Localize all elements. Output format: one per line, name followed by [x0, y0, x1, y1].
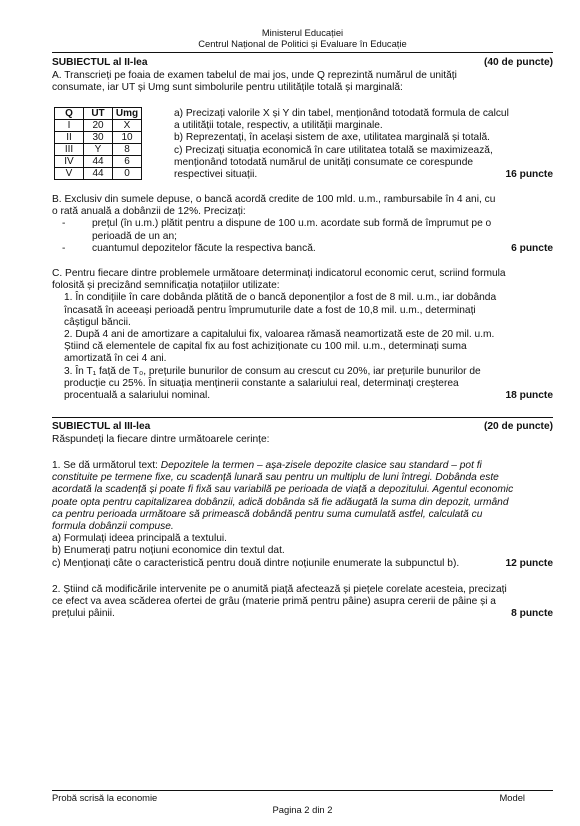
subject2-part-a-tasks [174, 108, 553, 181]
question-prefix: 1. Se dă următorul text: [52, 460, 161, 471]
table-cell: IV [55, 156, 84, 168]
bullet-line-text: cuantumul depozitelor făcute la respectiva bancă. [92, 242, 316, 254]
table-cell: II [55, 132, 84, 144]
task-line: c) Precizați situația economică în care utilitatea totală se maximizează, [174, 144, 493, 156]
problem-item [52, 329, 553, 366]
question-line-text: prețului pâinii. [52, 608, 115, 620]
quoted-text-line: formula dobânzii compuse. [52, 521, 174, 533]
footer-divider [52, 790, 553, 791]
center-name: Centrul Național de Politici și Evaluare în Educație [198, 38, 407, 49]
subject3-question-1 [52, 460, 553, 570]
problem-line: câștigul băncii. [64, 316, 131, 328]
page-header [52, 27, 553, 49]
table-cell: 0 [113, 168, 142, 180]
table-cell: X [113, 120, 142, 132]
col-header-q: Q [55, 108, 84, 120]
quoted-text-line: poate opta pentru capitalizarea dobânzii, adică dobânda să fie adăugată la suma din depozit, urmând [52, 496, 509, 508]
table-row [55, 120, 142, 132]
task-line-text: c) Menționați câte o caracteristică pentru două dintre noțiunile enumerate la subpunctul b). [52, 557, 460, 569]
text-line: consumate, iar UT și Umg sunt simbolurile pentru utilitățile totală și marginală: [52, 82, 403, 94]
text-line: B. Exclusiv din sumele depuse, o bancă acordă credite de 100 mld. u.m., rambursabile în 4 ani, cu [52, 194, 496, 205]
bullet-line: perioadă de un an; [92, 230, 177, 242]
problem-line: 3. În T₁ față de T₀, prețurile bunurilor de consum au crescut cu 20%, iar prețurile bunurilor de [64, 365, 481, 377]
question-1-points: 12 puncte [505, 557, 553, 569]
table-cell: 30 [84, 132, 113, 144]
problem-line-text: procentuală a salariului nominal. [64, 390, 211, 402]
part-b-points: 6 puncte [511, 242, 553, 254]
text-line: o rată anuală a dobânzii de 12%. Precizați: [52, 206, 246, 218]
table-header-row [55, 108, 142, 120]
page-number: Pagina 2 din 2 [272, 804, 333, 815]
quoted-text-line: acordată la scadență și poate fi fixă sau variabilă pe perioada de viață a depozitului. Agentul economic [52, 484, 514, 496]
text-line: folosită și precizând semnificația notațiilor utilizate: [52, 280, 280, 292]
problem-item [52, 292, 553, 329]
problem-line: încasată în aceeași perioadă pentru împrumuturile date a fost de 10,8 mil. u.m., determinați [64, 304, 476, 316]
ministry-name: Ministerul Educației [261, 27, 344, 38]
subject3-intro: Răspundeți la fiecare dintre următoarele cerințe: [52, 434, 270, 445]
table-row [55, 156, 142, 168]
task-line: a utilității totale, respectiv, a utilității marginale. [174, 120, 383, 132]
table-row [55, 144, 142, 156]
question-2-points: 8 puncte [511, 608, 553, 620]
question-line: 2. Știind că modificările intervenite pe o anumită piață afectează și piețele corelate acesteia, precizați [52, 584, 507, 595]
task-line: menționând totodată numărul de unități consumate ce corespunde [174, 156, 474, 168]
problem-line: producție cu 25%. În situația menținerii constante a salariului real, determinați creșterea [64, 377, 459, 389]
bullet-line [92, 243, 553, 255]
footer-right: Model [499, 792, 525, 803]
table-cell: 10 [113, 132, 142, 144]
subject2-title: SUBIECTUL al II-lea [52, 57, 148, 68]
col-header-ut: UT [84, 108, 113, 120]
dash-bullet: - [62, 218, 66, 230]
task-line-text: respectivei situații. [174, 169, 258, 181]
problem-line [64, 390, 553, 402]
table-cell: Y [84, 144, 113, 156]
header-divider [52, 52, 553, 53]
table-cell: I [55, 120, 84, 132]
subject3-points: (20 de puncte) [483, 421, 553, 432]
subject2-part-a-intro [52, 70, 553, 94]
bullet-line: prețul (în u.m.) plătit pentru a dispune de 100 u.m. acordate sub formă de împrumut pe o [92, 218, 492, 230]
part-a-points: 16 puncte [505, 169, 553, 181]
subject3-heading [52, 421, 553, 433]
text-line: A. Transcrieți pe foaia de examen tabelul de mai jos, unde Q reprezintă numărul de unități [52, 70, 457, 81]
subject2-part-b [52, 194, 553, 255]
subject2-points: (40 de puncte) [483, 57, 553, 68]
table-row [55, 168, 142, 180]
table-row [55, 132, 142, 144]
task-line: b) Enumerați patru noțiuni economice din textul dat. [52, 545, 285, 557]
table-cell: 44 [84, 156, 113, 168]
subject3-question-2 [52, 584, 553, 621]
quoted-text: Depozitele la termen – așa-zisele depozite clasice sau standard – pot fi [160, 460, 482, 471]
table-cell: 44 [84, 168, 113, 180]
problem-line: 2. După 4 ani de amortizare a capitalului fix, valoarea rămasă neamortizată este de 20 mil. u.m. [64, 329, 495, 341]
question-line [52, 460, 553, 472]
problem-line: amortizată în cei 4 ani. [64, 353, 167, 365]
table-cell: 8 [113, 144, 142, 156]
subject3-title: SUBIECTUL al III-lea [52, 421, 151, 432]
subject2-part-c [52, 268, 553, 402]
quoted-text-line: constituite pe termene fixe, cu scadență lunară sau pentru un multiplu de luni întregi. Dobânda este [52, 472, 499, 484]
col-header-umg: Umg [113, 108, 142, 120]
bullet-item [52, 218, 553, 242]
table-cell: V [55, 168, 84, 180]
question-line: ce efect va avea scăderea ofertei de grâu (materie primă pentru pâine) asupra cererii de pâine și a [52, 596, 496, 608]
task-line [174, 169, 553, 181]
table-cell: III [55, 144, 84, 156]
quoted-text-line: ca pentru perioada următoare să primească dobândă pentru suma cumulată astfel, calculată cu [52, 508, 483, 520]
problem-line: 1. În condițiile în care dobânda plătită de o bancă deponenților a fost de 8 mil. u.m., iar dobânda [64, 292, 497, 304]
task-line: b) Reprezentați, în același sistem de axe, utilitatea marginală și totală. [174, 132, 490, 144]
table-cell: 6 [113, 156, 142, 168]
part-c-points: 18 puncte [505, 390, 553, 402]
problem-line: Știind că elementele de capital fix au fost achiziționate cu 100 mil. u.m., determinați suma [64, 341, 467, 353]
problem-item [52, 366, 553, 403]
utility-table [54, 107, 142, 180]
question-line [52, 608, 553, 620]
section-divider [52, 417, 553, 418]
task-line: a) Formulați ideea principală a textului. [52, 533, 227, 545]
bullet-item [52, 243, 553, 255]
page-footer [52, 792, 553, 815]
task-line [52, 558, 553, 570]
dash-bullet: - [62, 242, 66, 254]
table-cell: 20 [84, 120, 113, 132]
exam-page [52, 0, 553, 826]
footer-left: Probă scrisă la economie [52, 792, 158, 803]
task-line: a) Precizați valorile X și Y din tabel, menționând totodată formula de calcul [174, 108, 509, 119]
subject2-heading [52, 57, 553, 69]
text-line: C. Pentru fiecare dintre problemele următoare determinați indicatorul economic cerut, scriind formula [52, 268, 506, 279]
